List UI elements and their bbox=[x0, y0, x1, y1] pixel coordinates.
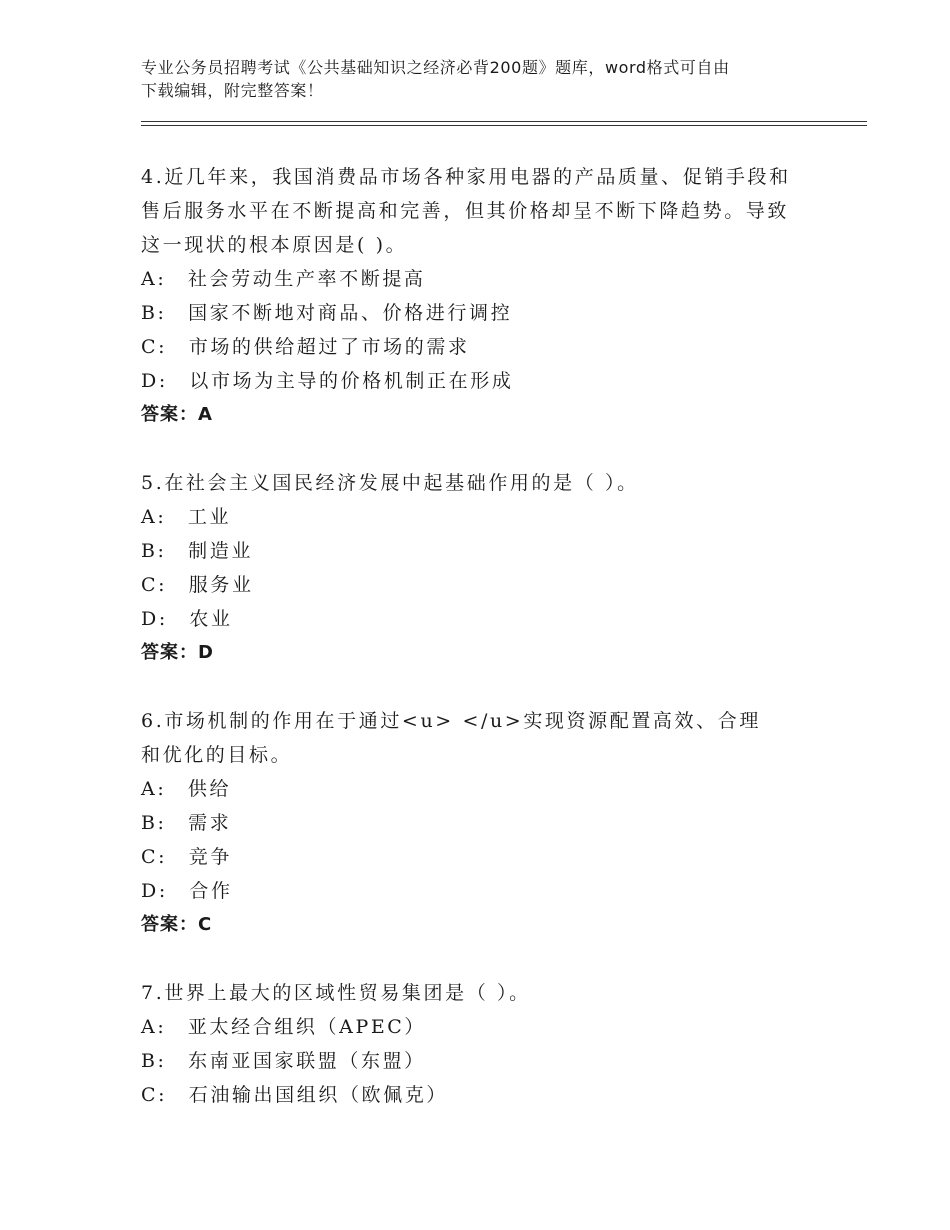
question-text-line: 和优化的目标。 bbox=[141, 744, 293, 766]
question-spacer bbox=[141, 942, 821, 976]
option-a: A: 工业 bbox=[141, 506, 232, 528]
question-text-line: 这一现状的根本原因是( )。 bbox=[141, 234, 408, 256]
question-list bbox=[141, 160, 821, 1112]
option-d: D: 以市场为主导的价格机制正在形成 bbox=[141, 370, 514, 392]
option-c: C: 石油输出国组织（欧佩克） bbox=[141, 1084, 448, 1106]
answer-line: 答案：A bbox=[141, 404, 213, 425]
question-text-line: 5.在社会主义国民经济发展中起基础作用的是（ ）。 bbox=[141, 472, 639, 494]
question-text-line: 6.市场机制的作用在于通过<u> </u>实现资源配置高效、合理 bbox=[141, 710, 761, 732]
option-a: A: 亚太经合组织（APEC） bbox=[141, 1016, 427, 1038]
option-d: D: 合作 bbox=[141, 880, 233, 902]
question-7 bbox=[141, 976, 821, 1112]
option-b: B: 东南亚国家联盟（东盟） bbox=[141, 1050, 426, 1072]
option-c: C: 市场的供给超过了市场的需求 bbox=[141, 336, 470, 358]
option-c: C: 服务业 bbox=[141, 574, 254, 596]
option-d: D: 农业 bbox=[141, 608, 233, 630]
question-6 bbox=[141, 704, 821, 942]
question-4 bbox=[141, 160, 821, 432]
header-divider-bottom bbox=[141, 125, 867, 126]
answer-line: 答案：C bbox=[141, 914, 213, 935]
question-text-line: 4.近几年来，我国消费品市场各种家用电器的产品质量、促销手段和 bbox=[141, 166, 791, 188]
header-line-2: 下载编辑，附完整答案！ bbox=[141, 81, 324, 100]
question-spacer bbox=[141, 432, 821, 466]
option-a: A: 供给 bbox=[141, 778, 232, 800]
document-header bbox=[141, 56, 821, 102]
option-b: B: 制造业 bbox=[141, 540, 253, 562]
question-text-line: 7.世界上最大的区域性贸易集团是（ ）。 bbox=[141, 982, 531, 1004]
option-b: B: 需求 bbox=[141, 812, 232, 834]
header-line-1: 专业公务员招聘考试《公共基础知识之经济必背200题》题库，word格式可自由 bbox=[141, 58, 730, 77]
header-divider-top bbox=[141, 121, 867, 122]
question-spacer bbox=[141, 670, 821, 704]
answer-line: 答案：D bbox=[141, 642, 214, 663]
option-c: C: 竞争 bbox=[141, 846, 232, 868]
option-b: B: 国家不断地对商品、价格进行调控 bbox=[141, 302, 513, 324]
option-a: A: 社会劳动生产率不断提高 bbox=[141, 268, 426, 290]
question-text-line: 售后服务水平在不断提高和完善，但其价格却呈不断下降趋势。导致 bbox=[141, 200, 790, 222]
question-5 bbox=[141, 466, 821, 670]
